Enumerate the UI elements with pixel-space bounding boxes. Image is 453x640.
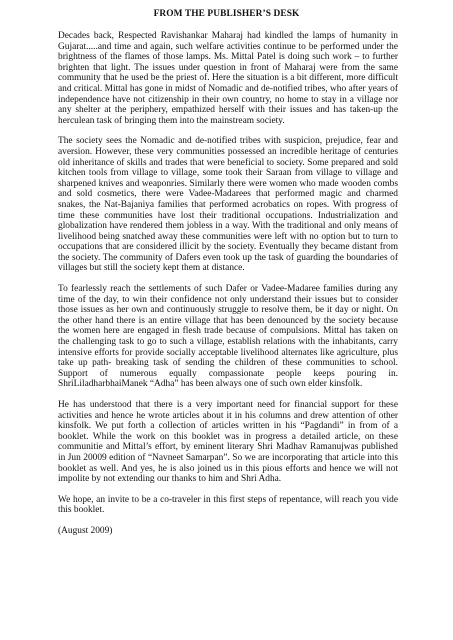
paragraph-intro: Decades back, Respected Ravishankar Maharaj had kindled the lamps of humanity in Gujarat.....and time and again, such welfare activities continue to be performed under the brightness of the flames of those lamps. Ms. Mittal Patel is doing such work – to further brighten that light. The issues under question in front of Maharaj were from the same community that he used be the priest of. Here the situation is a bit different, more difficult and critical. Mittal has gone in midst of Nomadic and de-notified tribes, who after years of independence have not citizenship in their own country, no home to stay in a village nor any shelter at the periphery, empathized herself with their issues and has taken-up the herculean task of bringing them into the mainstream society. xyxy=(58,31,398,126)
page-title: FROM THE PUBLISHER’S DESK xyxy=(153,9,300,19)
paragraph-support: He has understood that there is a very important need for financial support for these activities and hence he wrote articles about it in his columns and drew attention of other kinsfolk. We put forth a collection of articles written in his “Pagdandi” in from of a booklet. While the work on this booklet was in progress a detailed article, on these communitie and Mittal’s effort, by eminent literary Shri Madhav Ramanujwas published in Jun 20009 edition of “Navneet Samarpan”. So we are incorporating that article into this booklet as well. And yes, he is also joined us in this pious efforts and hence we will not impolite by not extending our thanks to him and Shri Adha. xyxy=(58,400,398,485)
paragraph-closing: We hope, an invite to be a co-traveler in this first steps of repentance, will reach you vide this booklet. xyxy=(58,494,398,516)
paragraph-outreach: To fearlessly reach the settlements of such Dafer or Vadee-Madaree families during any time of the day, to win their confidence not only understand their issues but to consider those issues as her own and continuously struggle to resolve them, be it day or night. On the other hand there is an entire village that has been denounced by the society because the women here are engaged in flesh trade because of compulsions. Mittal has taken on the challenging task to go to such a village, establish relations with the inhabitants, carry intensive efforts for provide socially acceptable livelihood alternates like agriculture, plus take up path- breaking task of sending the children of these communities to school. Support of numerous equally compassionate people keeps pouring in. ShriLiladharbhaiManek “Adha” has been always one of such own elder kinsfolk. xyxy=(58,284,398,390)
document-body xyxy=(58,31,398,537)
date-line: (August 2009) xyxy=(58,525,113,536)
paragraph-society: The society sees the Nomadic and de-notified tribes with suspicion, prejudice, fear and aversion. However, these very communities possessed an incredible heritage of centuries old inheritance of skills and trades that were beneficial to society. Some prepared and sold kitchen tools from village to village, some took their Saraan from village to village and sharpened knives and weaponries. Similarly there were women who made wooden combs and sold cosmetics, there were Vadee-Madarees that performed magic and charmed snakes, the Nat-Bajaniya families that performed acrobatics on ropes. With progress of time these communities have lost their traditional occupations. Industrialization and globalization have rendered them jobless in a way. With the traditional and only means of livelihood being snatched away these communities were left with no option but to turn to occupations that are considered illicit by the society. Eventually they became distant from the society. The community of Dafers even took up the task of guarding the boundaries of villages but still the society kept them at distance. xyxy=(58,136,398,274)
